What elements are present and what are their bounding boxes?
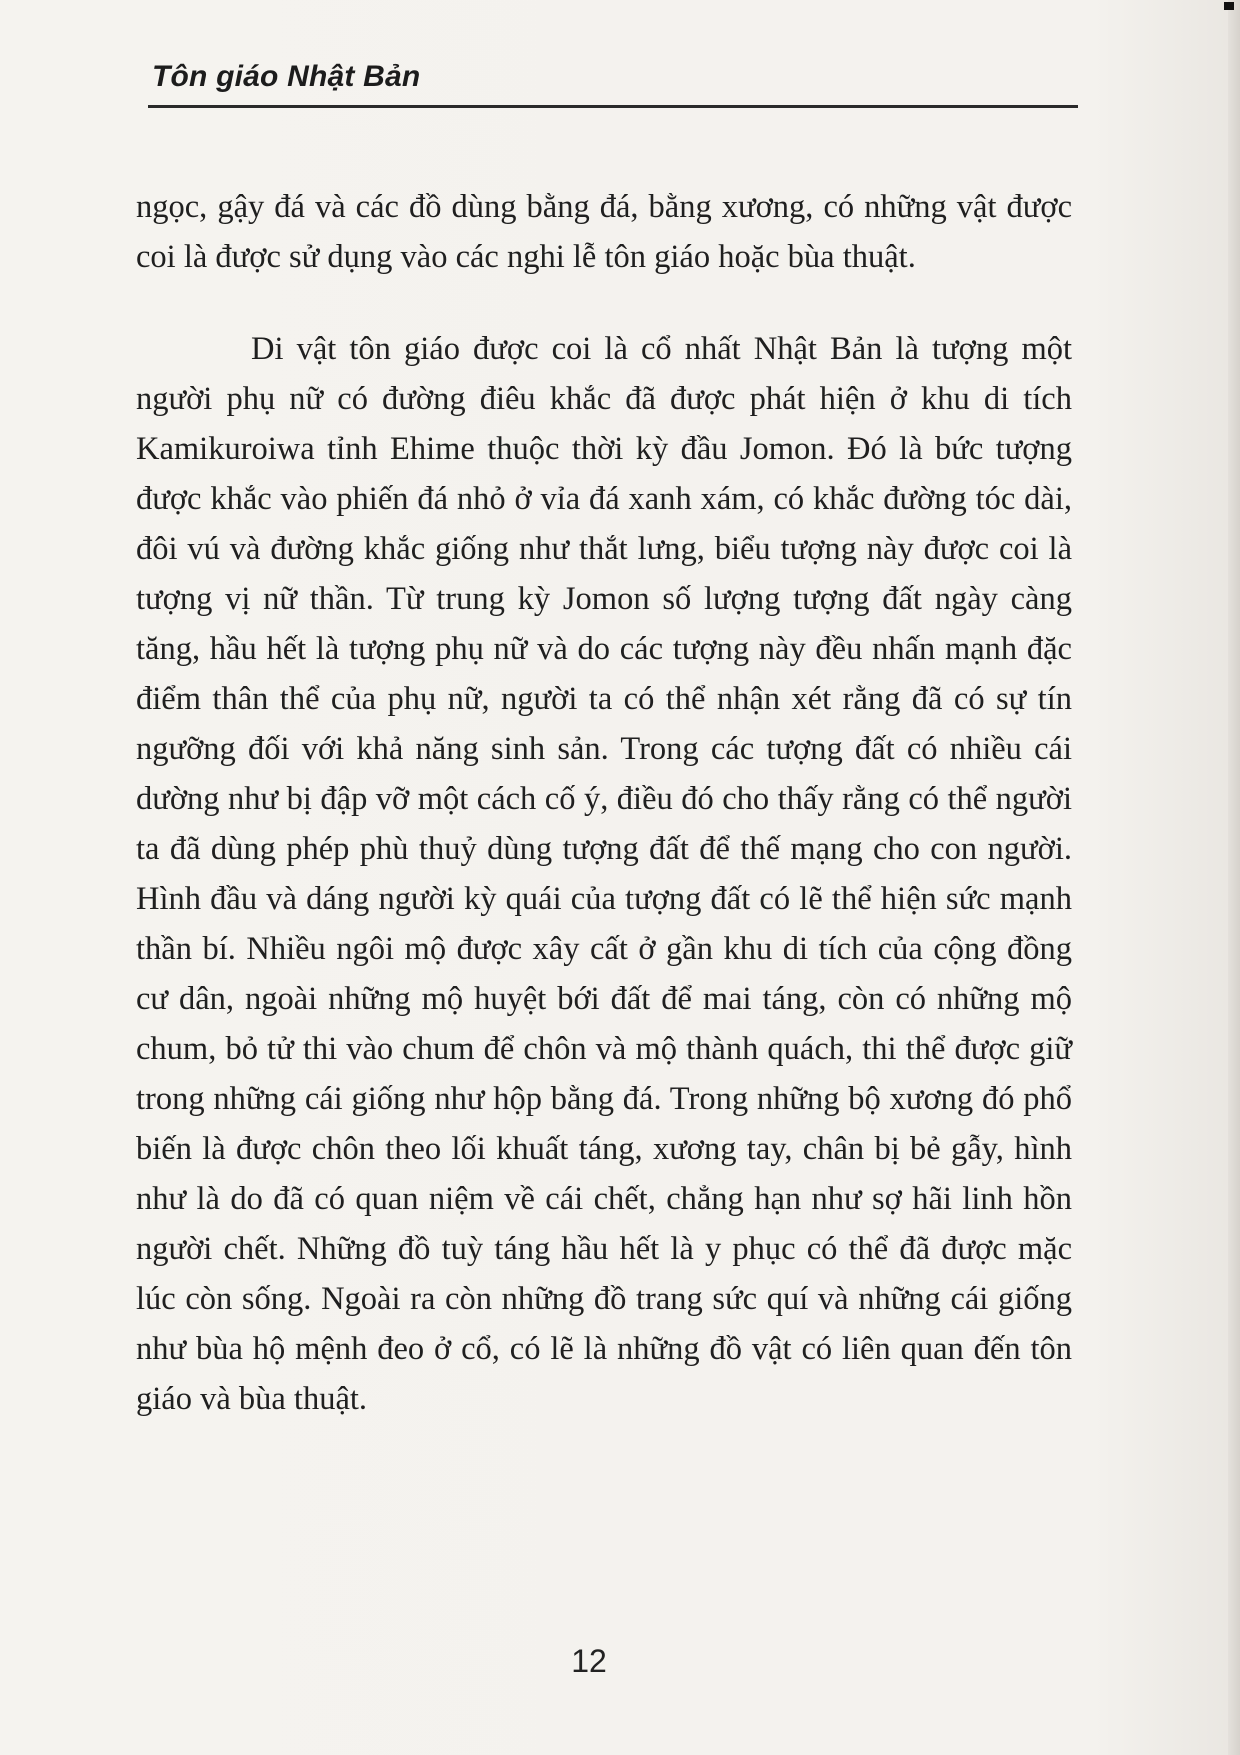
body-text <box>136 182 1072 1424</box>
paragraph-main: Di vật tôn giáo được coi là cổ nhất Nhật Bản là tượng một người phụ nữ có đường điêu khắc đã được phát hiện ở khu di tích Kamikuroiwa tỉnh Ehime thuộc thời kỳ đầu Jomon. Đó là bức tượng được khắc vào phiến đá nhỏ ở vỉa đá xanh xám, có khắc đường tóc dài, đôi vú và đường khắc giống như thắt lưng, biểu tượng này được coi là tượng vị nữ thần. Từ trung kỳ Jomon số lượng tượng đất ngày càng tăng, hầu hết là tượng phụ nữ và do các tượng này đều nhấn mạnh đặc điểm thân thể của phụ nữ, người ta có thể nhận xét rằng đã có sự tín ngưỡng đối với khả năng sinh sản. Trong các tượng đất có nhiều cái dường như bị đập vỡ một cách cố ý, điều đó cho thấy rằng có thể người ta đã dùng phép phù thuỷ dùng tượng đất để thế mạng cho con người. Hình đầu và dáng người kỳ quái của tượng đất có lẽ thể hiện sức mạnh thần bí. Nhiều ngôi mộ được xây cất ở gần khu di tích của cộng đồng cư dân, ngoài những mộ huyệt bới đất để mai táng, còn có những mộ chum, bỏ tử thi vào chum để chôn và mộ thành quách, thi thể được giữ trong những cái giống như hộp bằng đá. Trong những bộ xương đó phổ biến là được chôn theo lối khuất táng, xương tay, chân bị bẻ gẫy, hình như là do đã có quan niệm về cái chết, chẳng hạn như sợ hãi linh hồn người chết. Những đồ tuỳ táng hầu hết là y phục có thể đã được mặc lúc còn sống. Ngoài ra còn những đồ trang sức quí và những cái giống như bùa hộ mệnh đeo ở cổ, có lẽ là những đồ vật có liên quan đến tôn giáo và bùa thuật. <box>136 331 1072 1417</box>
scan-corner-mark <box>1224 2 1234 10</box>
running-header-title: Tôn giáo Nhật Bản <box>152 60 421 93</box>
page-number: 12 <box>571 1643 607 1679</box>
scan-edge-shadow <box>1228 0 1240 1755</box>
paragraph-continuation: ngọc, gậy đá và các đồ dùng bằng đá, bằng xương, có những vật được coi là được sử dụng vào các nghi lễ tôn giáo hoặc bùa thuật. <box>136 189 1072 275</box>
header-rule <box>148 105 1078 108</box>
